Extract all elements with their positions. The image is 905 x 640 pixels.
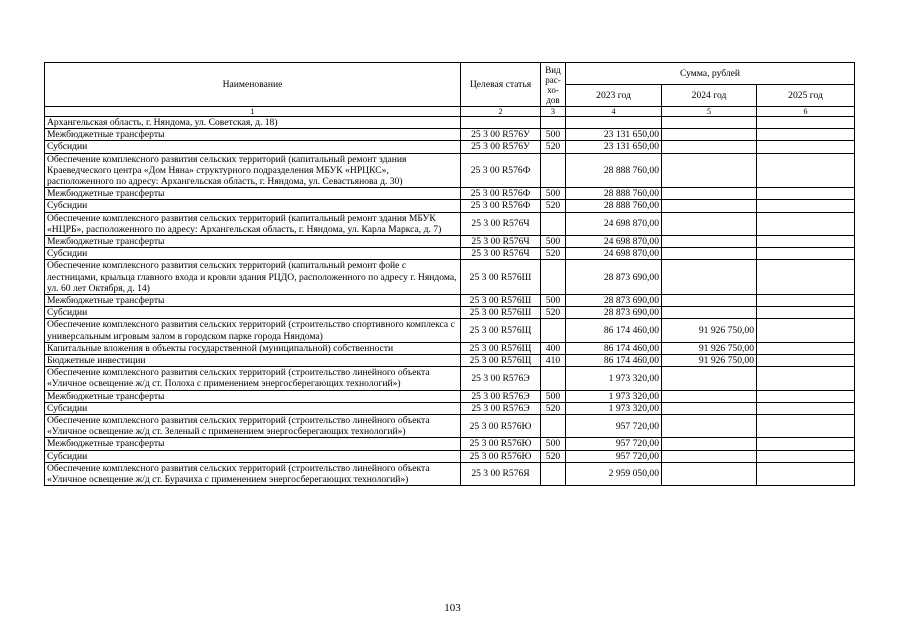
expense-type [541, 319, 566, 342]
column-number: 4 [566, 107, 662, 117]
expense-type: 500 [541, 295, 566, 307]
column-number: 6 [757, 107, 855, 117]
expense-type [541, 212, 566, 235]
target-article: 25 3 00 R576Щ [461, 342, 541, 354]
sum-2024 [662, 129, 757, 141]
header-2024: 2024 год [662, 85, 757, 107]
row-name: Межбюджетные трансферты [45, 129, 461, 141]
row-name: Субсидии [45, 450, 461, 462]
row-name: Обеспечение комплексного развития сельских территорий (строительство линейного объекта «Уличное освещение ж/д ст. Бурачиха с применением энергосберегающих технологий») [45, 462, 461, 485]
expense-type [541, 153, 566, 188]
expense-type: 520 [541, 307, 566, 319]
expense-type: 410 [541, 355, 566, 367]
row-name: Субсидии [45, 248, 461, 260]
table-row [45, 295, 855, 307]
sum-2023: 28 888 760,00 [566, 200, 662, 212]
expense-type [541, 367, 566, 390]
table-row [45, 307, 855, 319]
row-name: Капитальные вложения в объекты государственной (муниципальной) собственности [45, 342, 461, 354]
sum-2025 [757, 295, 855, 307]
target-article: 25 3 00 R576Ш [461, 307, 541, 319]
row-name: Обеспечение комплексного развития сельских территорий (капитальный ремонт фойе с лестницами, крыльца главного входа и кровли здания РЦДО, расположенного по адресу г. Няндома, ул. 60 лет Октября, д. 14) [45, 260, 461, 295]
header-code: Целевая статья [461, 63, 541, 107]
expense-type: 500 [541, 129, 566, 141]
table-row [45, 236, 855, 248]
sum-2025 [757, 415, 855, 438]
header-2023: 2023 год [566, 85, 662, 107]
sum-2025 [757, 188, 855, 200]
sum-2023: 24 698 870,00 [566, 248, 662, 260]
sum-2023: 24 698 870,00 [566, 212, 662, 235]
target-article: 25 3 00 R576Ф [461, 153, 541, 188]
target-article [461, 117, 541, 129]
row-name: Межбюджетные трансферты [45, 236, 461, 248]
sum-2025 [757, 307, 855, 319]
table-row [45, 153, 855, 188]
sum-2025 [757, 438, 855, 450]
sum-2023: 957 720,00 [566, 450, 662, 462]
sum-2025 [757, 200, 855, 212]
sum-2025 [757, 450, 855, 462]
sum-2024 [662, 260, 757, 295]
target-article: 25 3 00 R576Ф [461, 188, 541, 200]
table-row [45, 355, 855, 367]
table-row [45, 260, 855, 295]
target-article: 25 3 00 R576Э [461, 367, 541, 390]
target-article: 25 3 00 R576Ф [461, 200, 541, 212]
target-article: 25 3 00 R576Э [461, 390, 541, 402]
sum-2025 [757, 141, 855, 153]
row-name: Бюджетные инвестиции [45, 355, 461, 367]
table-row [45, 438, 855, 450]
sum-2023: 1 973 320,00 [566, 402, 662, 414]
row-name: Межбюджетные трансферты [45, 390, 461, 402]
table-row [45, 319, 855, 342]
sum-2023: 23 131 650,00 [566, 141, 662, 153]
target-article: 25 3 00 R576Щ [461, 319, 541, 342]
target-article: 25 3 00 R576У [461, 129, 541, 141]
sum-2023: 86 174 460,00 [566, 355, 662, 367]
sum-2024 [662, 402, 757, 414]
expense-type: 500 [541, 236, 566, 248]
sum-2024 [662, 438, 757, 450]
sum-2023: 28 888 760,00 [566, 188, 662, 200]
table-row [45, 415, 855, 438]
target-article: 25 3 00 R576Ю [461, 450, 541, 462]
sum-2024 [662, 212, 757, 235]
sum-2023: 2 959 050,00 [566, 462, 662, 485]
sum-2025 [757, 342, 855, 354]
expense-type [541, 117, 566, 129]
row-name: Обеспечение комплексного развития сельских территорий (капитальный ремонт здания Краеведческого центра «Дом Няна» структурного подразделения МБУК «НРЦКС», расположенного по адресу: Архангельская область, г. Няндома, ул. Севастьянова д. 30) [45, 153, 461, 188]
sum-2023: 28 873 690,00 [566, 307, 662, 319]
table-row [45, 462, 855, 485]
sum-2024 [662, 236, 757, 248]
table-row [45, 188, 855, 200]
page-number: 103 [444, 602, 461, 614]
header-name: Наименование [45, 63, 461, 107]
sum-2023: 23 131 650,00 [566, 129, 662, 141]
sum-2024 [662, 295, 757, 307]
target-article: 25 3 00 R576Щ [461, 355, 541, 367]
sum-2025 [757, 355, 855, 367]
target-article: 25 3 00 R576Э [461, 402, 541, 414]
sum-2025 [757, 236, 855, 248]
row-name: Обеспечение комплексного развития сельских территорий (строительство линейного объекта «Уличное освещение ж/д ст. Зеленый с применением энергосберегающих технологий») [45, 415, 461, 438]
expense-type: 500 [541, 390, 566, 402]
sum-2024: 91 926 750,00 [662, 355, 757, 367]
table-row [45, 367, 855, 390]
expense-type: 500 [541, 438, 566, 450]
expense-type: 520 [541, 402, 566, 414]
header-type: Вид рас- хо- дов [541, 63, 566, 107]
row-name: Субсидии [45, 141, 461, 153]
target-article: 25 3 00 R576Ч [461, 236, 541, 248]
row-name: Обеспечение комплексного развития сельских территорий (капитальный ремонт здания МБУК «НЦРБ», расположенного по адресу: Архангельская область, г. Няндома, ул. Карла Маркса, д. 7) [45, 212, 461, 235]
expense-type: 520 [541, 141, 566, 153]
sum-2025 [757, 212, 855, 235]
table-row [45, 248, 855, 260]
sum-2023 [566, 117, 662, 129]
expense-type [541, 260, 566, 295]
table-row [45, 200, 855, 212]
row-name: Субсидии [45, 402, 461, 414]
expense-type [541, 462, 566, 485]
table-row [45, 129, 855, 141]
table-row [45, 450, 855, 462]
sum-2025 [757, 248, 855, 260]
row-name: Архангельская область, г. Няндома, ул. Советская, д. 18) [45, 117, 461, 129]
sum-2024: 91 926 750,00 [662, 319, 757, 342]
table-row [45, 141, 855, 153]
sum-2025 [757, 319, 855, 342]
row-name: Субсидии [45, 200, 461, 212]
sum-2023: 1 973 320,00 [566, 390, 662, 402]
table-row [45, 342, 855, 354]
sum-2023: 957 720,00 [566, 438, 662, 450]
expense-type [541, 415, 566, 438]
expense-type: 400 [541, 342, 566, 354]
sum-2023: 28 873 690,00 [566, 260, 662, 295]
sum-2023: 86 174 460,00 [566, 342, 662, 354]
expense-type: 520 [541, 248, 566, 260]
row-name: Субсидии [45, 307, 461, 319]
sum-2024 [662, 307, 757, 319]
column-number: 1 [45, 107, 461, 117]
sum-2024 [662, 415, 757, 438]
sum-2025 [757, 402, 855, 414]
sum-2024 [662, 248, 757, 260]
target-article: 25 3 00 R576Ш [461, 295, 541, 307]
row-name: Межбюджетные трансферты [45, 295, 461, 307]
sum-2024 [662, 200, 757, 212]
row-name: Межбюджетные трансферты [45, 188, 461, 200]
sum-2024 [662, 141, 757, 153]
target-article: 25 3 00 R576Ш [461, 260, 541, 295]
sum-2024 [662, 153, 757, 188]
column-number: 3 [541, 107, 566, 117]
table-row [45, 390, 855, 402]
sum-2023: 24 698 870,00 [566, 236, 662, 248]
sum-2024 [662, 117, 757, 129]
target-article: 25 3 00 R576Ю [461, 438, 541, 450]
row-name: Обеспечение комплексного развития сельских территорий (строительство линейного объекта «Уличное освещение ж/д ст. Полоха с применением энергосберегающих технологий») [45, 367, 461, 390]
sum-2023: 28 873 690,00 [566, 295, 662, 307]
header-2025: 2025 год [757, 85, 855, 107]
sum-2025 [757, 153, 855, 188]
expense-type: 500 [541, 188, 566, 200]
sum-2023: 1 973 320,00 [566, 367, 662, 390]
sum-2023: 957 720,00 [566, 415, 662, 438]
sum-2023: 28 888 760,00 [566, 153, 662, 188]
sum-2025 [757, 390, 855, 402]
target-article: 25 3 00 R576Ч [461, 248, 541, 260]
table-row [45, 212, 855, 235]
target-article: 25 3 00 R576У [461, 141, 541, 153]
table-row [45, 117, 855, 129]
sum-2024 [662, 367, 757, 390]
sum-2025 [757, 462, 855, 485]
table-row [45, 402, 855, 414]
sum-2024 [662, 450, 757, 462]
target-article: 25 3 00 R576Ч [461, 212, 541, 235]
sum-2024 [662, 390, 757, 402]
sum-2023: 86 174 460,00 [566, 319, 662, 342]
sum-2024 [662, 188, 757, 200]
budget-table [44, 62, 855, 486]
target-article: 25 3 00 R576Ю [461, 415, 541, 438]
table-body [45, 117, 855, 486]
column-number: 2 [461, 107, 541, 117]
sum-2025 [757, 117, 855, 129]
target-article: 25 3 00 R576Я [461, 462, 541, 485]
sum-2025 [757, 367, 855, 390]
row-name: Обеспечение комплексного развития сельских территорий (строительство спортивного комплекса с универсальным игровым залом в городском парке города Няндома) [45, 319, 461, 342]
sum-2024: 91 926 750,00 [662, 342, 757, 354]
sum-2025 [757, 129, 855, 141]
expense-type: 520 [541, 200, 566, 212]
sum-2024 [662, 462, 757, 485]
row-name: Межбюджетные трансферты [45, 438, 461, 450]
column-number: 5 [662, 107, 757, 117]
header-sum: Сумма, рублей [566, 63, 855, 85]
sum-2025 [757, 260, 855, 295]
expense-type: 520 [541, 450, 566, 462]
